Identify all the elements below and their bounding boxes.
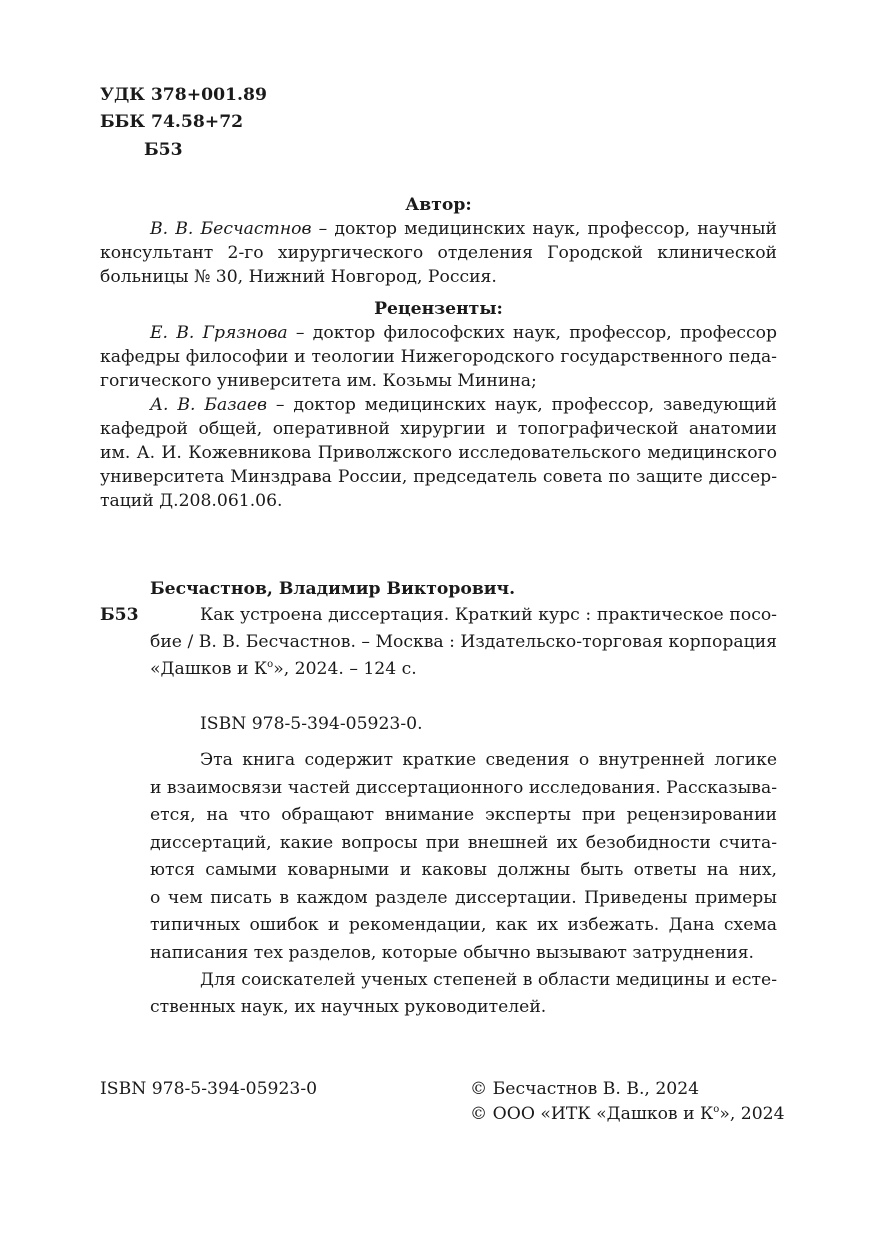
reviewer1-text: – доктор философских наук, профессор, профессор bbox=[287, 323, 777, 343]
author-mark: Б53 bbox=[144, 140, 183, 160]
annotation-line: диссертаций, какие вопросы при внешней их безобидности счита- bbox=[150, 833, 777, 853]
reviewer2-line-2: кафедрой общей, оперативной хирургии и топографической анатомии bbox=[100, 419, 777, 439]
footer-isbn: ISBN 978-5-394-05923-0 bbox=[100, 1079, 318, 1099]
author-name: В. В. Бесчастнов bbox=[150, 219, 312, 239]
copyright-publisher bbox=[470, 1102, 785, 1126]
reviewer2-line-4: университета Минздрава России, председатель совета по защите диссер- bbox=[100, 467, 777, 487]
annotation-line: Эта книга содержит краткие сведения о внутренней логике bbox=[200, 750, 777, 770]
catalog-mark: Б53 bbox=[100, 605, 139, 625]
author-line-1 bbox=[150, 217, 777, 241]
author-text: – доктор медицинских наук, профессор, научный bbox=[311, 219, 777, 239]
catalog-line-2: бие / В. В. Бесчастнов. – Москва : Издательско-торговая корпорация bbox=[150, 632, 778, 652]
audience-line-2: ственных наук, их научных руководителей. bbox=[150, 997, 547, 1017]
catalog-isbn: ISBN 978-5-394-05923-0. bbox=[200, 714, 423, 734]
author-heading: Автор: bbox=[405, 195, 472, 215]
annotation-line: типичных ошибок и рекомендации, как их избежать. Дана схема bbox=[150, 915, 777, 935]
copyright-superscript: о bbox=[713, 1104, 720, 1115]
reviewer2-name: А. В. Базаев bbox=[150, 395, 268, 415]
annotation-line: написания тех разделов, которые обычно вызывают затруднения. bbox=[150, 943, 754, 963]
reviewer1-line-3: гогического университета им. Козьмы Минина; bbox=[100, 371, 537, 391]
catalog-line-3 bbox=[150, 657, 417, 681]
copyright-publisher-a: © ООО «ИТК «Дашков и К bbox=[470, 1104, 714, 1124]
reviewer2-line-3: им. А. И. Кожевникова Приволжского исследовательского медицинского bbox=[100, 443, 777, 463]
copyright-publisher-b: », 2024 bbox=[719, 1104, 785, 1124]
copyright-author: © Бесчастнов В. В., 2024 bbox=[470, 1079, 700, 1099]
reviewer1-name: Е. В. Грязнова bbox=[150, 323, 288, 343]
annotation-line: ются самыми коварными и каковы должны быть ответы на них, bbox=[150, 860, 777, 880]
reviewer2-line-5: таций Д.208.061.06. bbox=[100, 491, 283, 511]
reviewer2-line-1 bbox=[150, 393, 777, 417]
author-line-2: консультант 2-го хирургического отделения Городской клинической bbox=[100, 243, 777, 263]
annotation-line: о чем писать в каждом разделе диссертации. Приведены примеры bbox=[150, 888, 777, 908]
bbk-index: ББК 74.58+72 bbox=[100, 112, 244, 132]
reviewers-heading: Рецензенты: bbox=[374, 299, 503, 319]
reviewer1-line-2: кафедры философии и теологии Нижегородского государственного педа- bbox=[100, 347, 777, 367]
catalog-line-3b: », 2024. – 124 с. bbox=[273, 659, 417, 679]
annotation-line: ется, на что обращают внимание эксперты при рецензировании bbox=[150, 805, 777, 825]
catalog-superscript: о bbox=[267, 659, 274, 670]
catalog-line-3a: «Дашков и К bbox=[150, 659, 268, 679]
annotation-line: и взаимосвязи частей диссертационного исследования. Рассказыва- bbox=[150, 778, 777, 798]
audience-line-1: Для соискателей ученых степеней в области медицины и есте- bbox=[200, 970, 777, 990]
catalog-line-1: Как устроена диссертация. Краткий курс : практическое посо- bbox=[200, 605, 777, 625]
catalog-heading: Бесчастнов, Владимир Викторович. bbox=[150, 579, 516, 599]
udk-index: УДК 378+001.89 bbox=[100, 85, 267, 105]
reviewer2-text: – доктор медицинских наук, профессор, заведующий bbox=[267, 395, 777, 415]
author-line-3: больницы № 30, Нижний Новгород, Россия. bbox=[100, 267, 497, 287]
reviewer1-line-1 bbox=[150, 321, 777, 345]
